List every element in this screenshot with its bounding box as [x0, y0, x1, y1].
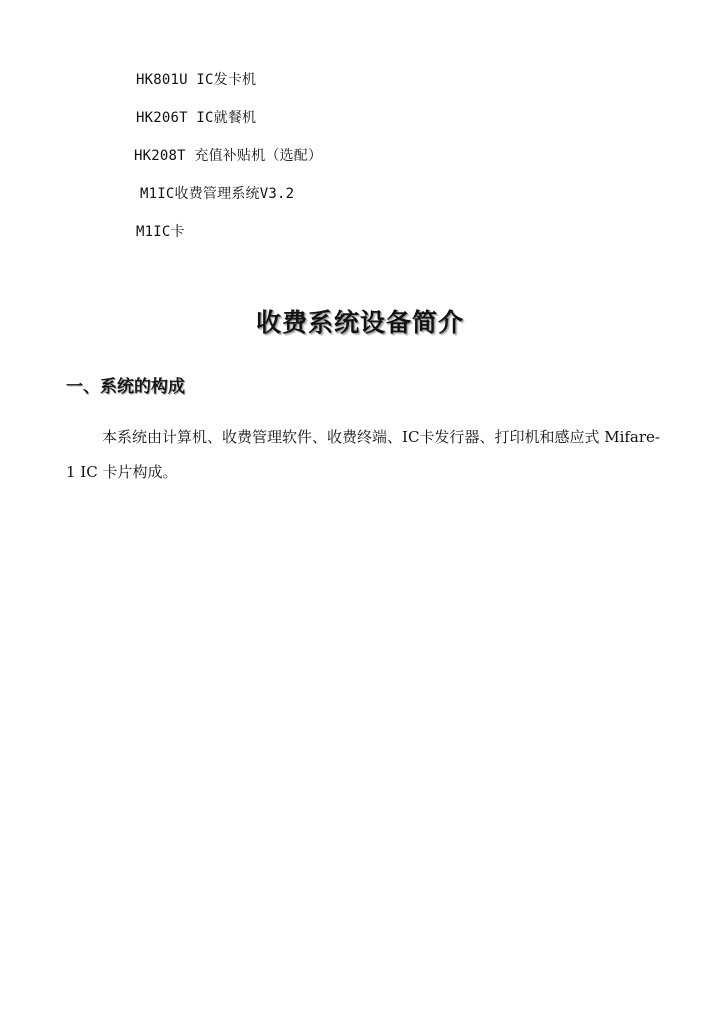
- equipment-item-hk208t: HK208T 充值补贴机（选配）: [134, 148, 323, 164]
- equipment-item-hk206t: HK206T IC就餐机: [136, 110, 257, 126]
- document-title: 收费系统设备简介: [255, 308, 464, 337]
- equipment-item-m1ic-card: M1IC卡: [136, 224, 185, 240]
- section-paragraph: 本系统由计算机、收费管理软件、收费终端、IC卡发行器、打印机和感应式 Mifare-1 IC 卡片构成。: [66, 428, 660, 481]
- equipment-item-m1ic-system: M1IC收费管理系统V3.2: [140, 186, 295, 202]
- equipment-item-hk801u: HK801U IC发卡机: [136, 72, 257, 88]
- equipment-list: [136, 70, 322, 260]
- section-heading: 一、系统的构成: [66, 377, 185, 397]
